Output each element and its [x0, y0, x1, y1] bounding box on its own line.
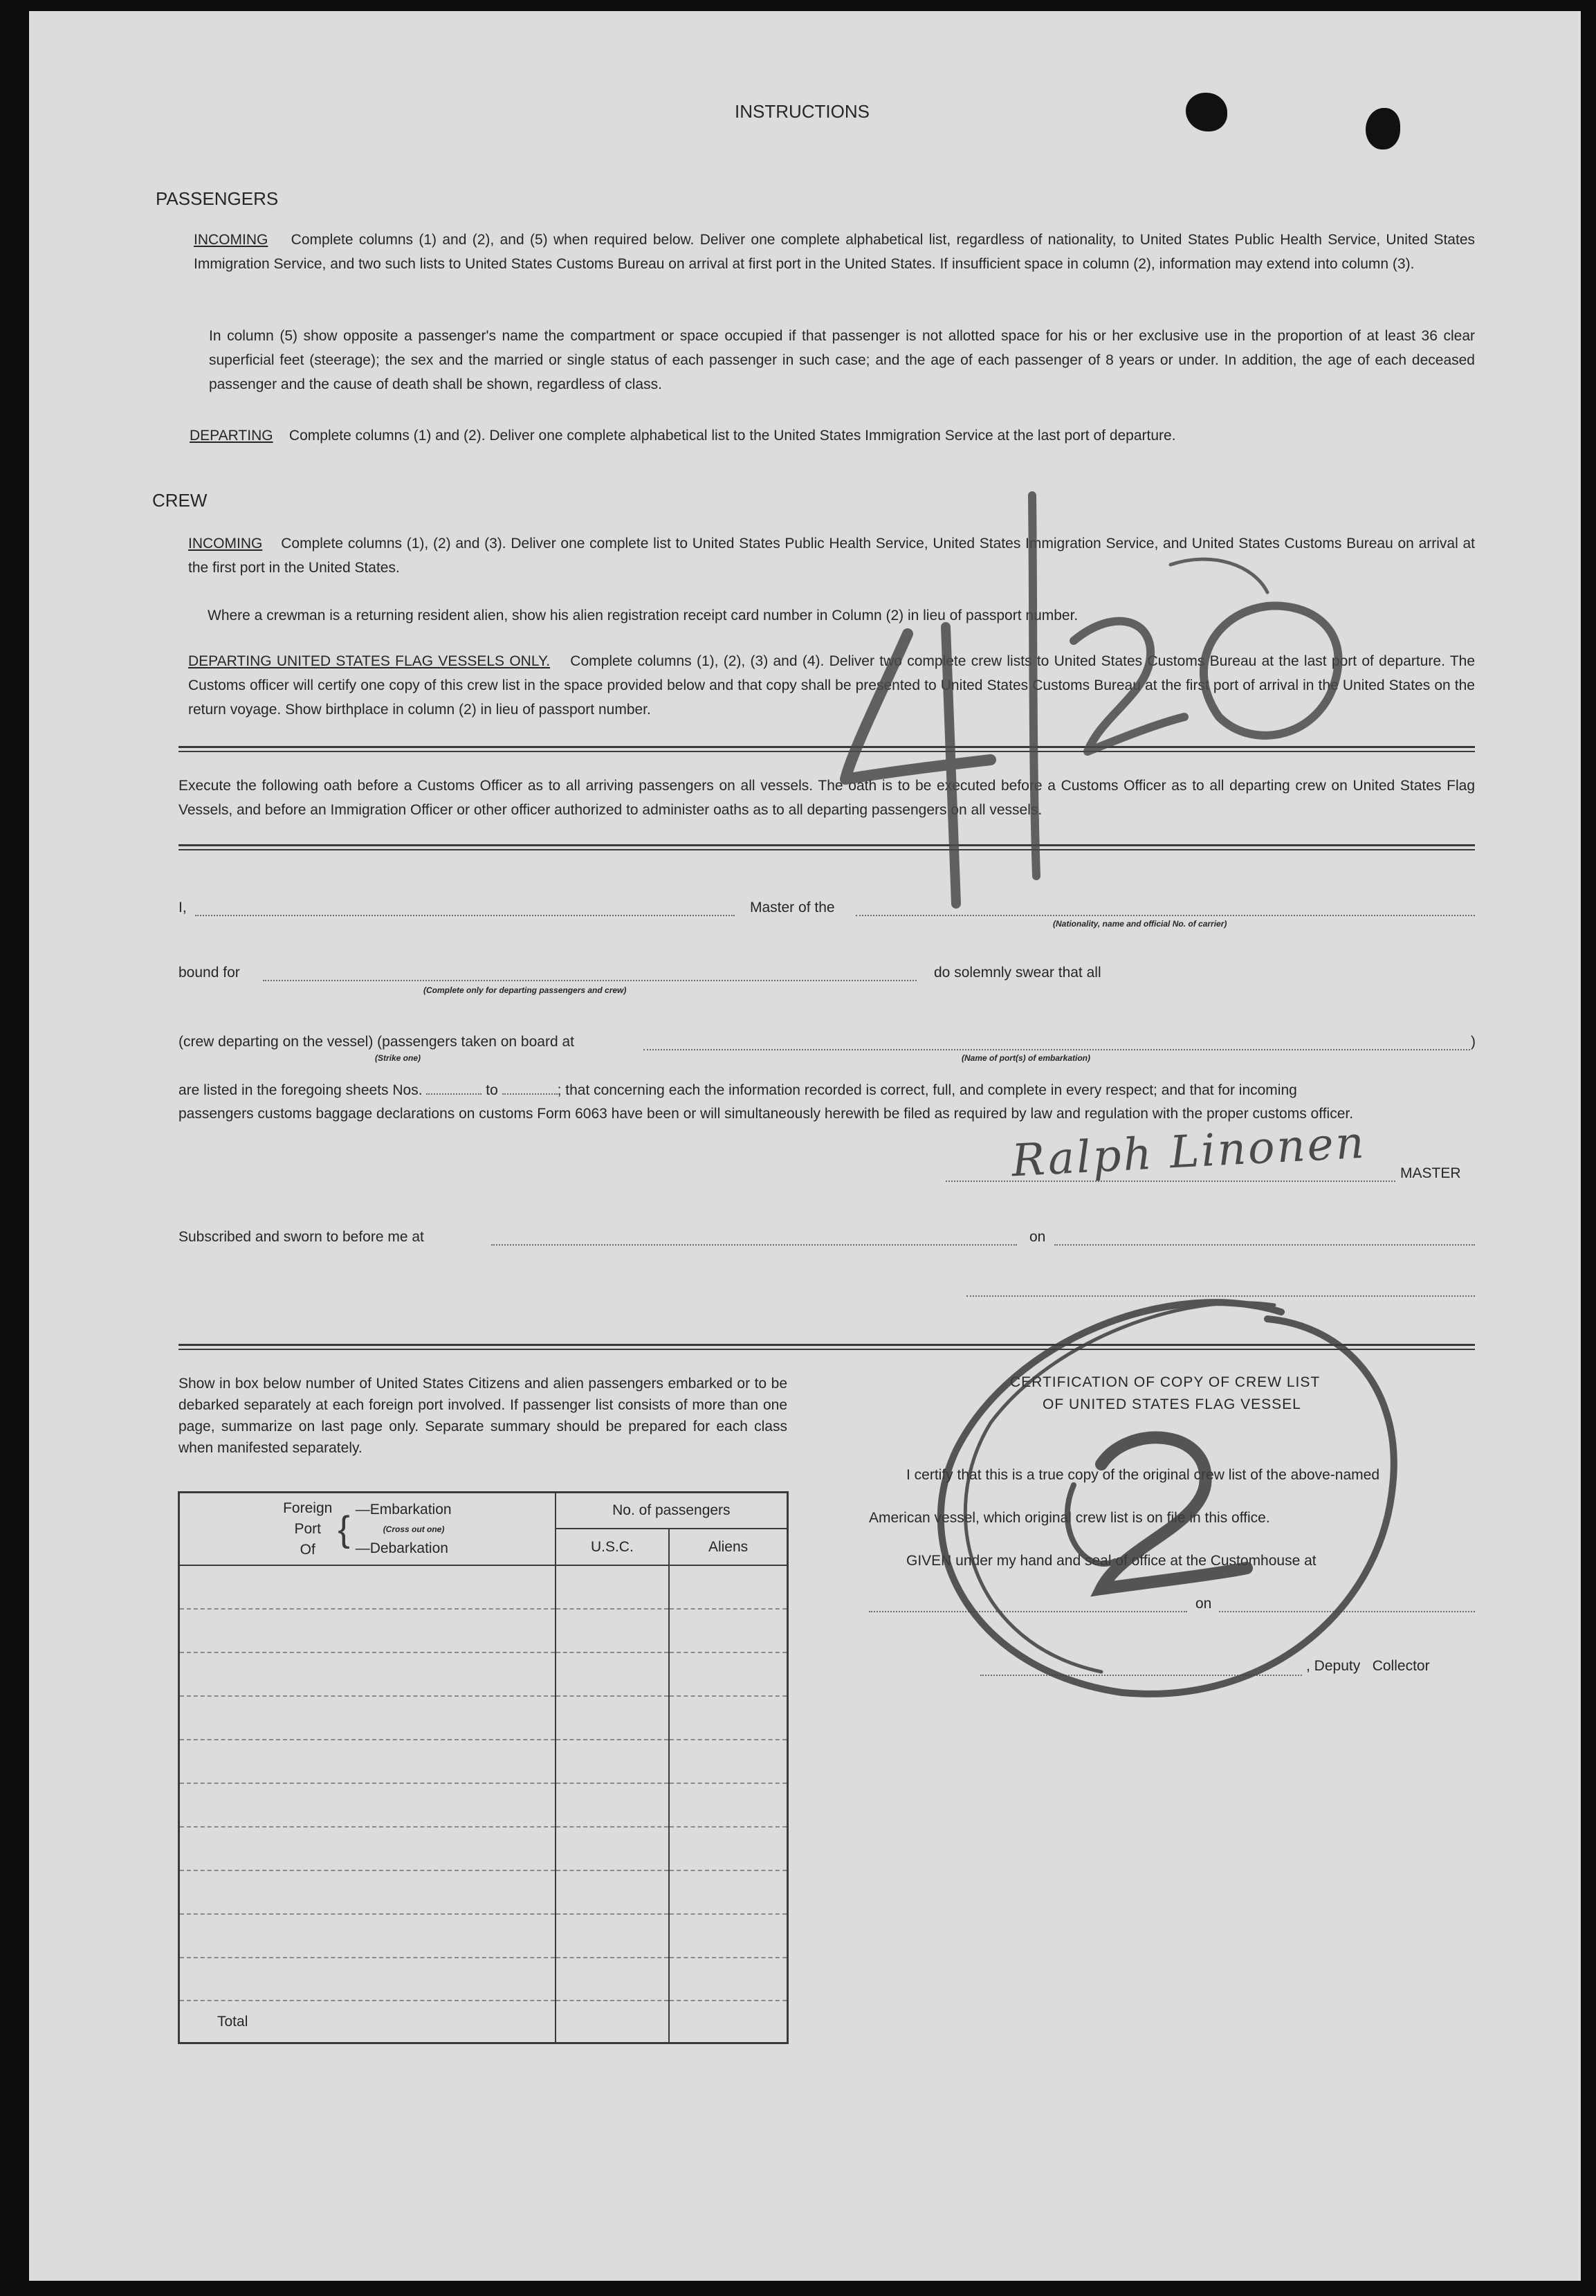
port-label: Port	[294, 1520, 321, 1537]
brace-icon: {	[338, 1509, 350, 1549]
crew-departing-label: DEPARTING UNITED STATES FLAG VESSELS ONLY.	[188, 653, 551, 669]
certify-text: I certify that this is a true copy of the original crew list of the above-named	[906, 1467, 1379, 1483]
incoming-label: INCOMING	[194, 232, 268, 248]
circled-mark	[894, 1284, 1433, 1727]
sheets-from-field[interactable]	[426, 1093, 481, 1095]
master-label: MASTER	[1400, 1165, 1461, 1181]
foreign-label: Foreign	[283, 1500, 333, 1516]
sheets-continuation: ; that concerning each the information recorded is correct, full, and complete in every respect; and that for incoming	[557, 1082, 1297, 1098]
table-row[interactable]	[179, 1652, 788, 1696]
departing-label: DEPARTING	[190, 428, 273, 444]
form-page	[29, 11, 1581, 2281]
crew-heading: CREW	[152, 490, 208, 511]
subscribed-label: Subscribed and sworn to before me at	[178, 1229, 424, 1245]
bound-for-field[interactable]	[263, 980, 917, 981]
table-row[interactable]	[179, 1914, 788, 1958]
crew-departing-label-line: (crew departing on the vessel) (passengers taken on board at	[178, 1034, 574, 1050]
swear-label: do solemnly swear that all	[934, 965, 1101, 981]
table-row[interactable]	[179, 1696, 788, 1740]
page-title: INSTRUCTIONS	[735, 101, 870, 122]
crew-incoming-label: INCOMING	[188, 536, 263, 552]
passenger-summary-table	[178, 1491, 789, 2044]
sworn-on-label: on	[1029, 1229, 1046, 1245]
debarkation-label[interactable]: —Debarkation	[355, 1540, 448, 1556]
certification-title-2: OF UNITED STATES FLAG VESSEL	[1043, 1396, 1301, 1412]
passengers-heading: PASSENGERS	[156, 188, 279, 209]
given-text: GIVEN under my hand and seal of office at the Customhouse at	[906, 1553, 1317, 1569]
crew-crewman-note: Where a crewman is a returning resident alien, show his alien registration receipt card number in Column (2) in lieu of passport number.	[208, 608, 1079, 623]
master-of-label: Master of the	[750, 900, 835, 915]
usc-header: U.S.C.	[556, 1529, 669, 1565]
summary-instructions: Show in box below number of United States Citizens and alien passengers embarked or to be debarked separately at each foreign port involved. If passenger list consists of more than one page, summarize on last page only. Separate summary should be prepared for each class when manifested separately.	[178, 1376, 787, 1456]
embarkation-port-field[interactable]	[643, 1049, 1470, 1050]
passengers-column5: In column (5) show opposite a passenger's name the compartment or space occupied if that passenger is not allotted space for his or her exclusive use in the proportion of at least 36 clear superficial feet (steerage); the sex and the married or single status of each passenger in such case; and the age of each passenger of 8 years or under. In addition, the age of each deceased passenger and the cause of death shall be shown, regardless of class.	[209, 328, 1475, 392]
sworn-at-field[interactable]	[491, 1244, 1017, 1246]
incoming-text: Complete columns (1) and (2), and (5) when required below. Deliver one complete alphabetical list, regardless of nationality, to United States Public Health Service, United States Immigration Service, and two such lists to United States Customs Bureau on arrival at first port in the United States. If insufficient space in column (2), information may extend into column (3).	[194, 232, 1475, 272]
foreign-port-header	[179, 1493, 556, 1566]
sheets-to-label: to	[486, 1082, 498, 1098]
sheets-label: are listed in the foregoing sheets Nos.	[178, 1082, 423, 1098]
ink-blot	[1186, 93, 1227, 131]
bound-note: (Complete only for departing passengers and crew)	[423, 985, 627, 995]
sworn-on-field[interactable]	[1054, 1244, 1475, 1246]
close-paren: )	[1471, 1034, 1476, 1050]
total-label: Total	[179, 2001, 556, 2043]
ink-blot	[1366, 108, 1400, 149]
table-row[interactable]	[179, 1827, 788, 1870]
strike-one-note: (Strike one)	[375, 1053, 421, 1063]
sheets-to-field[interactable]	[502, 1093, 558, 1095]
american-vessel-text: American vessel, which original crew list is on file in this office.	[869, 1510, 1270, 1526]
departing-text: Complete columns (1) and (2). Deliver one complete alphabetical list to the United States Immigration Service at the last port of departure.	[288, 428, 1176, 444]
handwritten-number-4120	[825, 489, 1433, 959]
oath-intro: Execute the following oath before a Customs Officer as to all arriving passengers on all vessels. The oath is to be executed before a Customs Officer as to all departing crew on United States Flag Vessels, and before an Immigration Officer or other officer authorized to administer oaths as to all departing passengers on all vessels.	[178, 778, 1475, 818]
master-name-field[interactable]	[195, 915, 735, 916]
i-label: I,	[178, 900, 187, 915]
cross-out-note: (Cross out one)	[383, 1524, 445, 1534]
nationality-note: (Nationality, name and official No. of carrier)	[1053, 919, 1227, 929]
no-passengers-header: No. of passengers	[556, 1493, 788, 1529]
total-row	[179, 2001, 788, 2043]
of-label: Of	[300, 1541, 315, 1558]
table-row[interactable]	[179, 1609, 788, 1652]
passengers-incoming	[194, 228, 1475, 276]
baggage-declaration: passengers customs baggage declarations on customs Form 6063 have been or will simultaneously herewith be filed as required by law and regulation with the proper customs officer.	[178, 1106, 1354, 1122]
crew-departing-text: Complete columns (1), (2), (3) and (4). Deliver two complete crew lists to United States Customs Bureau at the last port of departure. The Customs officer will certify one copy of this crew list in the space provided below and that copy shall be presented to United States Customs Bureau at the first port of arrival in the United States on the return voyage. Show birthplace in column (2) in lieu of passport number.	[188, 653, 1476, 718]
port-note: (Name of port(s) of embarkation)	[962, 1053, 1091, 1063]
table-row[interactable]	[179, 1870, 788, 1914]
aliens-header: Aliens	[669, 1529, 787, 1565]
bound-for-label: bound for	[178, 965, 240, 981]
certification-title-1: CERTIFICATION OF COPY OF CREW LIST	[1010, 1374, 1321, 1390]
table-row[interactable]	[179, 1740, 788, 1783]
crew-incoming-text: Complete columns (1), (2) and (3). Deliver one complete list to United States Public Health Service, United States Immigration Service, and United States Customs Bureau on arrival at the first port in the United States.	[188, 536, 1475, 576]
deputy-collector-label: , Deputy Collector	[1306, 1658, 1430, 1674]
passengers-departing	[190, 423, 1475, 448]
master-signature: Ralph Linonen	[1010, 1117, 1368, 1187]
cert-on-label: on	[1195, 1596, 1212, 1612]
table-row[interactable]	[179, 1783, 788, 1827]
table-row[interactable]	[179, 1958, 788, 2001]
sheets-line	[178, 1078, 1475, 1102]
table-row[interactable]	[179, 1565, 788, 1609]
embarkation-label[interactable]: —Embarkation	[355, 1501, 452, 1518]
